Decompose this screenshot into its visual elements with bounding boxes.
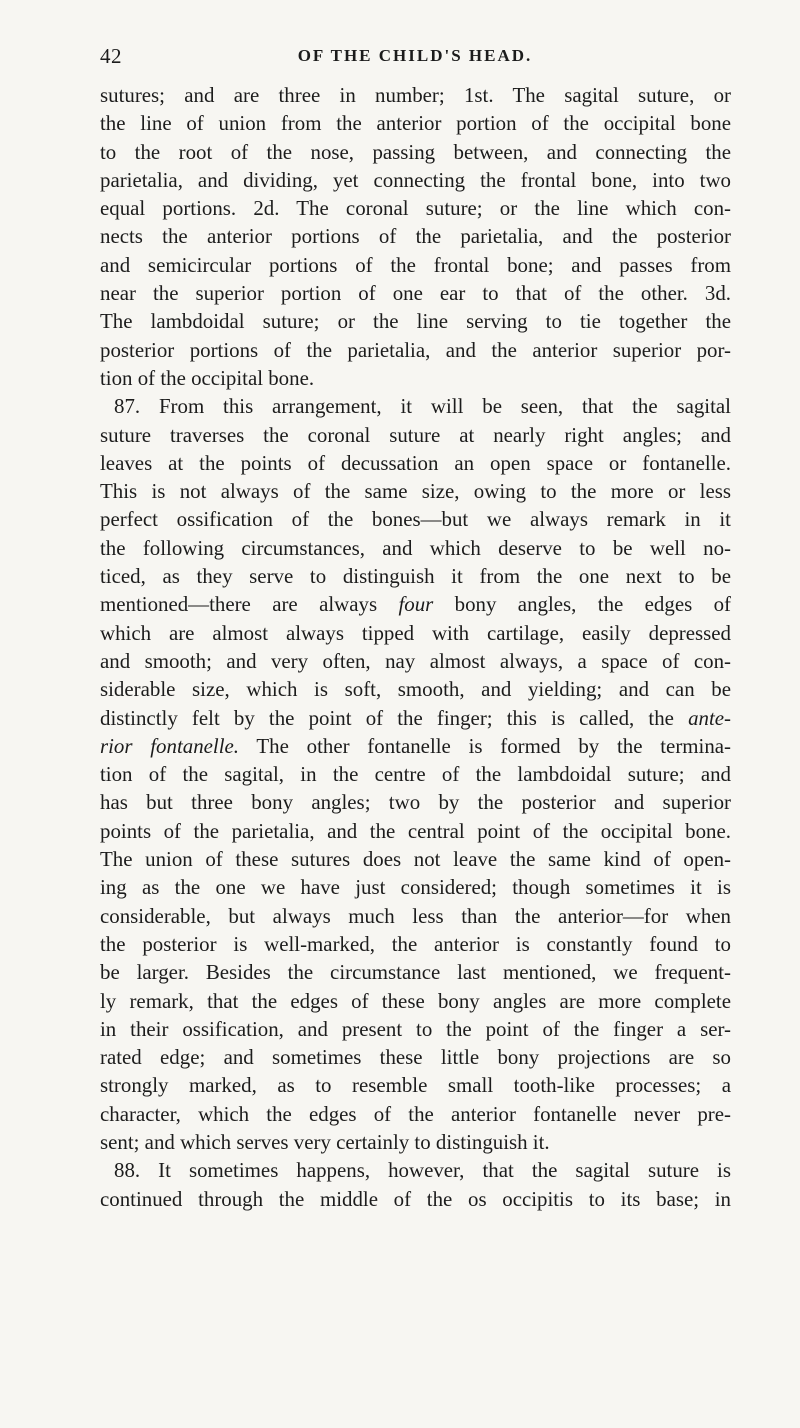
text-line-segment: parietalia, and dividing, yet connecting the frontal bone, into two — [100, 167, 731, 192]
text-line-segment: bony angles, the edges of — [433, 592, 731, 617]
text-line-segment: The lambdoidal suture; or the line serving to tie together the — [100, 309, 731, 334]
text-line-segment: mentioned—there are always — [100, 592, 399, 617]
running-head-title: OF THE CHILD'S HEAD. — [297, 46, 533, 65]
text-line-segment: to the root of the nose, passing between, and connecting the — [100, 139, 731, 164]
text-line — [100, 138, 731, 166]
text-line-segment: The union of these sutures does not leave the same kind of open- — [100, 847, 731, 872]
text-line-segment: This is not always of the same size, owing to the more or less — [100, 479, 731, 504]
text-line — [100, 194, 731, 222]
text-line-segment: tion of the sagital, in the centre of the lambdoidal suture; and — [100, 762, 731, 787]
text-line — [100, 562, 731, 590]
text-line — [100, 81, 731, 109]
text-line — [100, 336, 731, 364]
text-line — [100, 760, 731, 788]
text-line — [100, 307, 731, 335]
text-line — [100, 1043, 731, 1071]
text-line-segment: the line of union from the anterior portion of the occipital bone — [100, 111, 731, 136]
text-line-segment: distinctly felt by the point of the finger; this is called, the — [100, 705, 689, 730]
text-line — [100, 449, 731, 477]
text-line-segment: sutures; and are three in number; 1st. The sagital suture, or — [100, 83, 731, 107]
text-line — [100, 817, 731, 845]
text-line — [100, 732, 731, 760]
body-text — [100, 81, 731, 1213]
italic-term: four — [398, 592, 434, 617]
italic-term: rior fontanelle. — [100, 733, 240, 758]
text-line-segment: ly remark, that the edges of these bony angles are more complete — [100, 988, 731, 1013]
text-line-segment: siderable size, which is soft, smooth, and yielding; and can be — [100, 677, 731, 702]
text-line — [100, 251, 731, 279]
text-line — [100, 477, 731, 505]
text-line — [100, 930, 731, 958]
text-line-segment: points of the parietalia, and the central point of the occipital bone. — [100, 818, 731, 843]
text-line-segment: The other fontanelle is formed by the termina- — [239, 733, 731, 758]
running-head — [100, 44, 730, 72]
text-line — [100, 1185, 731, 1213]
text-line-segment: the following circumstances, and which deserve to be well no- — [100, 535, 731, 560]
text-line-segment: ing as the one we have just considered; though sometimes it is — [100, 875, 731, 900]
text-line — [100, 421, 731, 449]
text-line-segment: posterior portions of the parietalia, and the anterior superior por- — [100, 337, 731, 362]
text-line — [100, 109, 731, 137]
text-line — [100, 873, 731, 901]
text-line-segment: perfect ossification of the bones—but we always remark in it — [100, 507, 731, 532]
text-line — [100, 534, 731, 562]
text-line — [100, 1015, 731, 1043]
text-line-segment: 87. From this arrangement, it will be seen, that the sagital — [114, 394, 731, 419]
text-line-segment: suture traverses the coronal suture at nearly right angles; and — [100, 422, 731, 447]
text-line — [100, 902, 731, 930]
text-line-segment: rated edge; and sometimes these little bony projections are so — [100, 1045, 731, 1070]
text-line-segment: character, which the edges of the anterior fontanelle never pre- — [100, 1101, 731, 1126]
text-line — [100, 675, 731, 703]
text-line-segment: be larger. Besides the circumstance last mentioned, we frequent- — [100, 960, 731, 985]
text-line — [100, 845, 731, 873]
text-line-segment: has but three bony angles; two by the posterior and superior — [100, 790, 731, 815]
text-line — [100, 1156, 731, 1184]
text-line — [100, 1128, 731, 1156]
text-line-segment: leaves at the points of decussation an open space or fontanelle. — [100, 450, 731, 475]
text-line-segment: considerable, but always much less than the anterior—for when — [100, 903, 731, 928]
text-line — [100, 505, 731, 533]
text-line-segment: sent; and which serves very certainly to distinguish it. — [100, 1129, 550, 1154]
text-line — [100, 392, 731, 420]
italic-term: ante- — [688, 705, 731, 730]
text-line — [100, 647, 731, 675]
text-line-segment: and semicircular portions of the frontal bone; and passes from — [100, 252, 731, 277]
text-line-segment: which are almost always tipped with cartilage, easily depressed — [100, 620, 731, 645]
text-line — [100, 1071, 731, 1099]
text-line-segment: strongly marked, as to resemble small tooth-like processes; a — [100, 1073, 731, 1098]
text-line — [100, 704, 731, 732]
text-line-segment: the posterior is well-marked, the anterior is constantly found to — [100, 931, 731, 956]
text-line — [100, 364, 731, 392]
text-line — [100, 958, 731, 986]
text-line — [100, 279, 731, 307]
text-line-segment: nects the anterior portions of the parietalia, and the posterior — [100, 224, 731, 249]
text-line — [100, 222, 731, 250]
text-line-segment: near the superior portion of one ear to that of the other. 3d. — [100, 281, 731, 306]
text-line-segment: tion of the occipital bone. — [100, 365, 315, 390]
text-line — [100, 1100, 731, 1128]
text-line — [100, 166, 731, 194]
text-line-segment: and smooth; and very often, nay almost always, a space of con- — [100, 648, 731, 673]
text-line-segment: in their ossification, and present to the point of the finger a ser- — [100, 1016, 731, 1041]
text-line — [100, 590, 731, 618]
text-line — [100, 619, 731, 647]
text-line — [100, 788, 731, 816]
text-line-segment: continued through the middle of the os occipitis to its base; in — [100, 1186, 731, 1211]
text-line — [100, 987, 731, 1015]
page-number: 42 — [100, 44, 122, 68]
text-line-segment: 88. It sometimes happens, however, that the sagital suture is — [114, 1158, 731, 1183]
text-line-segment: ticed, as they serve to distinguish it from the one next to be — [100, 564, 731, 589]
text-line-segment: equal portions. 2d. The coronal suture; or the line which con- — [100, 196, 731, 221]
